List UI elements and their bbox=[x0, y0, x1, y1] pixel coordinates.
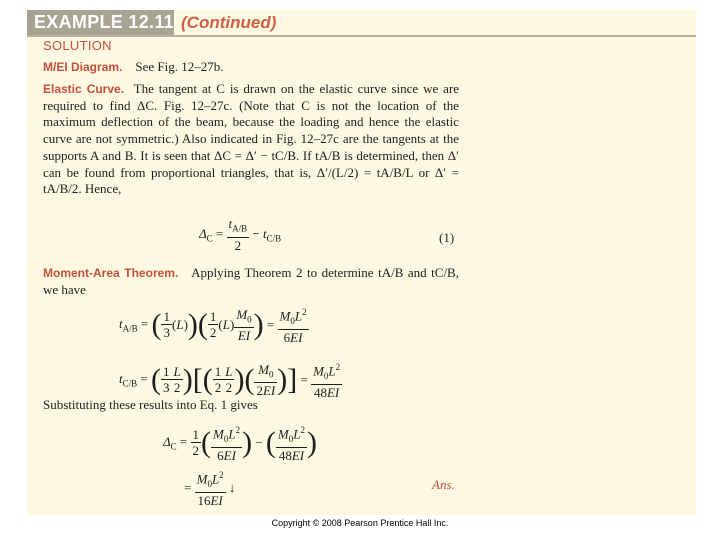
moment-area-text: Applying Theorem 2 to determine tA/B and tC/B, we have bbox=[43, 265, 459, 297]
moment-area-heading: Moment-Area Theorem. bbox=[43, 266, 179, 280]
equation-tcb: $t_{C/B}$ = ( $\frac{1}{3}$ $\frac{L}{2}$ )[( $\frac{1}{2}$ $\frac{L}{2}$ )( $\frac{M_0}{2EI}$ )] = $\frac{M_0L^2}{48EI}$ bbox=[119, 361, 341, 400]
equation-1: $\Delta_C$ = $\frac{t_{A/B}}{2}$ − $t_{C/B}$ bbox=[199, 216, 282, 253]
elastic-curve-text: The tangent at C is drawn on the elastic curve since we are required to find ΔC. Fig. 12–27c. (Note that C is not the location of the maximum deflection of the beam, because the loading and hence the elastic curve are not symmetric.) Also indicated in Fig. 12–27c are the tangents at the supports A and B. It is seen that ΔC = Δ′ − tC/B. If tA/B is determined, then Δ′ can be found from proportional triangles, that is, Δ′/(L/2) = tA/B/L or Δ′ = tA/B/2. Hence, bbox=[43, 81, 460, 197]
mei-diagram-paragraph bbox=[43, 59, 459, 76]
equation-delta-c: $\Delta_C$ = $\frac{1}{2}$ ( $\frac{M_0L^2}{6EI}$ ) − ( $\frac{M_0L^2}{48EI}$ ) bbox=[163, 425, 317, 463]
substituting-paragraph: Substituting these results into Eq. 1 gives bbox=[43, 397, 258, 412]
mei-diagram-heading: M/EI Diagram. bbox=[43, 60, 123, 74]
example-header bbox=[27, 10, 696, 37]
slide bbox=[27, 10, 696, 515]
equation-result: = $\frac{M_0L^2}{16EI}$ ↓ bbox=[184, 470, 236, 508]
elastic-curve-heading: Elastic Curve. bbox=[43, 82, 125, 96]
equation-tab: $t_{A/B}$ = ( $\frac{1}{3}$ (L))( $\frac{1}{2}$ (L) $\frac{M_0}{EI}$ ) = $\frac{M_0L^2}{6EI}$ bbox=[119, 306, 307, 345]
moment-area-paragraph bbox=[43, 265, 459, 298]
continued-label: (Continued) bbox=[181, 13, 277, 32]
elastic-curve-paragraph bbox=[43, 81, 459, 198]
copyright-notice: Copyright © 2008 Pearson Prentice Hall Inc. bbox=[271, 518, 449, 528]
equation-1-number: (1) bbox=[439, 230, 455, 245]
example-label: EXAMPLE 12.11 bbox=[27, 10, 174, 35]
mei-diagram-text: See Fig. 12–27b. bbox=[135, 59, 224, 74]
solution-heading: SOLUTION bbox=[43, 38, 112, 53]
answer-label: Ans. bbox=[432, 477, 455, 492]
